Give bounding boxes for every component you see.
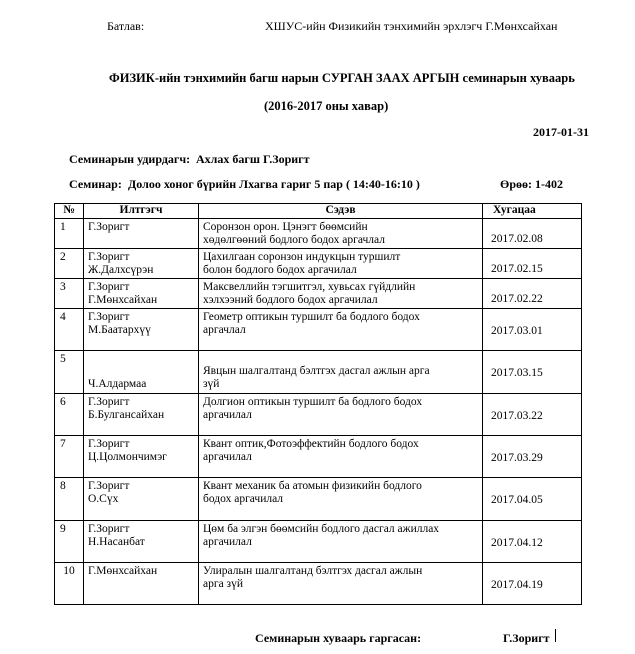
- topic-text: аргачлал: [203, 323, 246, 336]
- topic-cell: [199, 219, 483, 249]
- leader-label: Семинарын удирдагч:: [69, 152, 191, 166]
- topic-cell: [199, 309, 483, 351]
- topic-cell: [199, 563, 483, 605]
- col-header-date: Хугацаа: [483, 204, 582, 219]
- speaker-name: Ц.Цолмончимэг: [88, 451, 167, 463]
- topic-cell: [199, 249, 483, 279]
- document-title: ФИЗИК-ийн тэнхимийн багш нарын СУРГАН ЗААХ АРГЫН семинарын хуваарь: [109, 71, 575, 85]
- date-cell: 2017.02.08: [483, 219, 582, 249]
- approver-name: ХШУС-ийн Физикийн тэнхимийн эрхлэгч Г.Мөнхсайхан: [265, 19, 558, 33]
- table-row: [55, 219, 582, 249]
- topic-text: зүй: [203, 377, 220, 390]
- footer-author: Г.Зоригт: [503, 631, 550, 645]
- row-number: 4: [55, 309, 84, 351]
- seminar-schedule: Долоо хоног бүрийн Лхагва гариг 5 пар ( 14:40-16:10 ): [128, 177, 420, 191]
- speaker-cell: [84, 394, 199, 436]
- document-date: 2017-01-31: [533, 125, 589, 139]
- speaker-cell: [84, 219, 199, 249]
- row-number: 2: [55, 249, 84, 279]
- speaker-name: [88, 365, 198, 378]
- topic-text: аргачилал: [203, 535, 252, 548]
- footer-label: Семинарын хуваарь гаргасан:: [255, 631, 422, 645]
- row-number: 7: [55, 436, 84, 478]
- row-number: 10: [55, 563, 84, 605]
- topic-text: аргачилал: [203, 450, 252, 463]
- speaker-name: Г.Мөнхсайхан: [88, 565, 158, 577]
- topic-text: Максвеллийн тэгшитгэл, хувьсах гүйдлийн: [203, 281, 416, 293]
- table-header-row: [55, 204, 582, 219]
- speaker-cell: [84, 478, 199, 521]
- topic-text: Соронзон орон. Цэнэгт бөөмсийн: [203, 221, 368, 233]
- table-row: [55, 279, 582, 309]
- speaker-name: Г.Зоригт: [88, 523, 130, 535]
- col-header-topic: Сэдэв: [199, 204, 483, 219]
- topic-text: арга зүй: [203, 577, 243, 590]
- col-header-number: №: [55, 204, 84, 219]
- topic-text: Улиралын шалгалтанд бэлтгэх дасгал ажлын: [203, 565, 423, 577]
- table-row: [55, 436, 582, 478]
- topic-text: хөдөлгөөний бодлого бодох аргачлал: [203, 233, 385, 246]
- topic-text: Квант механик ба атомын физикийн бодлого: [203, 480, 422, 492]
- topic-text: бодох аргачилал: [203, 492, 284, 505]
- row-number: 5: [55, 351, 84, 394]
- speaker-name: Г.Мөнхсайхан: [88, 294, 158, 306]
- document-subtitle: (2016-2017 оны хавар): [264, 99, 389, 113]
- date-cell: 2017.02.22: [483, 279, 582, 309]
- topic-cell: [199, 478, 483, 521]
- leader-value: Ахлах багш Г.Зоригт: [196, 152, 310, 166]
- table-row: [55, 563, 582, 605]
- topic-text: Цөм ба элгэн бөөмсийн бодлого дасгал ажиллах: [203, 523, 440, 535]
- speaker-name: Г.Зоригт: [88, 480, 130, 492]
- speaker-name: Г.Зоригт: [88, 438, 130, 450]
- topic-text: болон бодлого бодох аргачилал: [203, 263, 357, 276]
- speaker-name: Ч.Алдармаа: [88, 378, 147, 390]
- speaker-name: Н.Насанбат: [88, 536, 145, 548]
- table-row: [55, 478, 582, 521]
- speaker-cell: [84, 521, 199, 563]
- topic-text: Долгион оптикын туршилт ба бодлого бодох: [203, 396, 423, 408]
- date-cell: 2017.04.19: [483, 563, 582, 605]
- speaker-cell: [84, 351, 199, 394]
- speaker-name: Г.Зоригт: [88, 221, 130, 233]
- date-cell: 2017.03.15: [483, 351, 582, 394]
- topic-text: Цахилгаан соронзон индукцын туршилт: [203, 251, 401, 263]
- text-cursor: [555, 629, 556, 642]
- speaker-name: Г.Зоригт: [88, 396, 130, 408]
- date-cell: 2017.04.05: [483, 478, 582, 521]
- topic-text: Квант оптик,Фотоэффектийн бодлого бодох: [203, 438, 419, 450]
- topic-text: [203, 353, 478, 365]
- table-row: [55, 351, 582, 394]
- speaker-name: Б.Булгансайхан: [88, 409, 165, 421]
- speaker-cell: [84, 563, 199, 605]
- speaker-name: Г.Зоригт: [88, 251, 130, 263]
- seminar-label: Семинар:: [69, 177, 122, 191]
- topic-text: аргачилал: [203, 408, 252, 421]
- date-cell: 2017.03.01: [483, 309, 582, 351]
- approve-label: Батлав:: [107, 19, 145, 33]
- table-row: [55, 394, 582, 436]
- schedule-table: [54, 203, 582, 605]
- speaker-cell: [84, 249, 199, 279]
- topic-cell: [199, 521, 483, 563]
- topic-cell: [199, 436, 483, 478]
- table-row: [55, 521, 582, 563]
- topic-text: Геометр оптикын туршилт ба бодлого бодох: [203, 311, 420, 323]
- row-number: 1: [55, 219, 84, 249]
- col-header-speaker: Илтгэгч: [84, 204, 199, 219]
- row-number: 9: [55, 521, 84, 563]
- speaker-name: Г.Зоригт: [88, 311, 130, 323]
- row-number: 3: [55, 279, 84, 309]
- speaker-name: Г.Зоригт: [88, 281, 130, 293]
- table-row: [55, 249, 582, 279]
- date-cell: 2017.03.22: [483, 394, 582, 436]
- table-row: [55, 309, 582, 351]
- row-number: 6: [55, 394, 84, 436]
- topic-cell: [199, 394, 483, 436]
- topic-text: хэлхээний бодлого бодох аргачилал: [203, 293, 378, 306]
- date-cell: 2017.02.15: [483, 249, 582, 279]
- speaker-cell: [84, 436, 199, 478]
- speaker-name: Ж.Далхсүрэн: [88, 264, 154, 276]
- row-number: 8: [55, 478, 84, 521]
- date-cell: 2017.03.29: [483, 436, 582, 478]
- topic-cell: [199, 351, 483, 394]
- date-cell: 2017.04.12: [483, 521, 582, 563]
- speaker-cell: [84, 279, 199, 309]
- topic-cell: [199, 279, 483, 309]
- speaker-name: М.Баатархүү: [88, 324, 151, 336]
- speaker-name: О.Сүх: [88, 493, 119, 505]
- topic-text: Явцын шалгалтанд бэлтгэх дасгал ажлын арга: [203, 365, 430, 377]
- speaker-cell: [84, 309, 199, 351]
- seminar-room: Өрөө: 1-402: [500, 177, 563, 191]
